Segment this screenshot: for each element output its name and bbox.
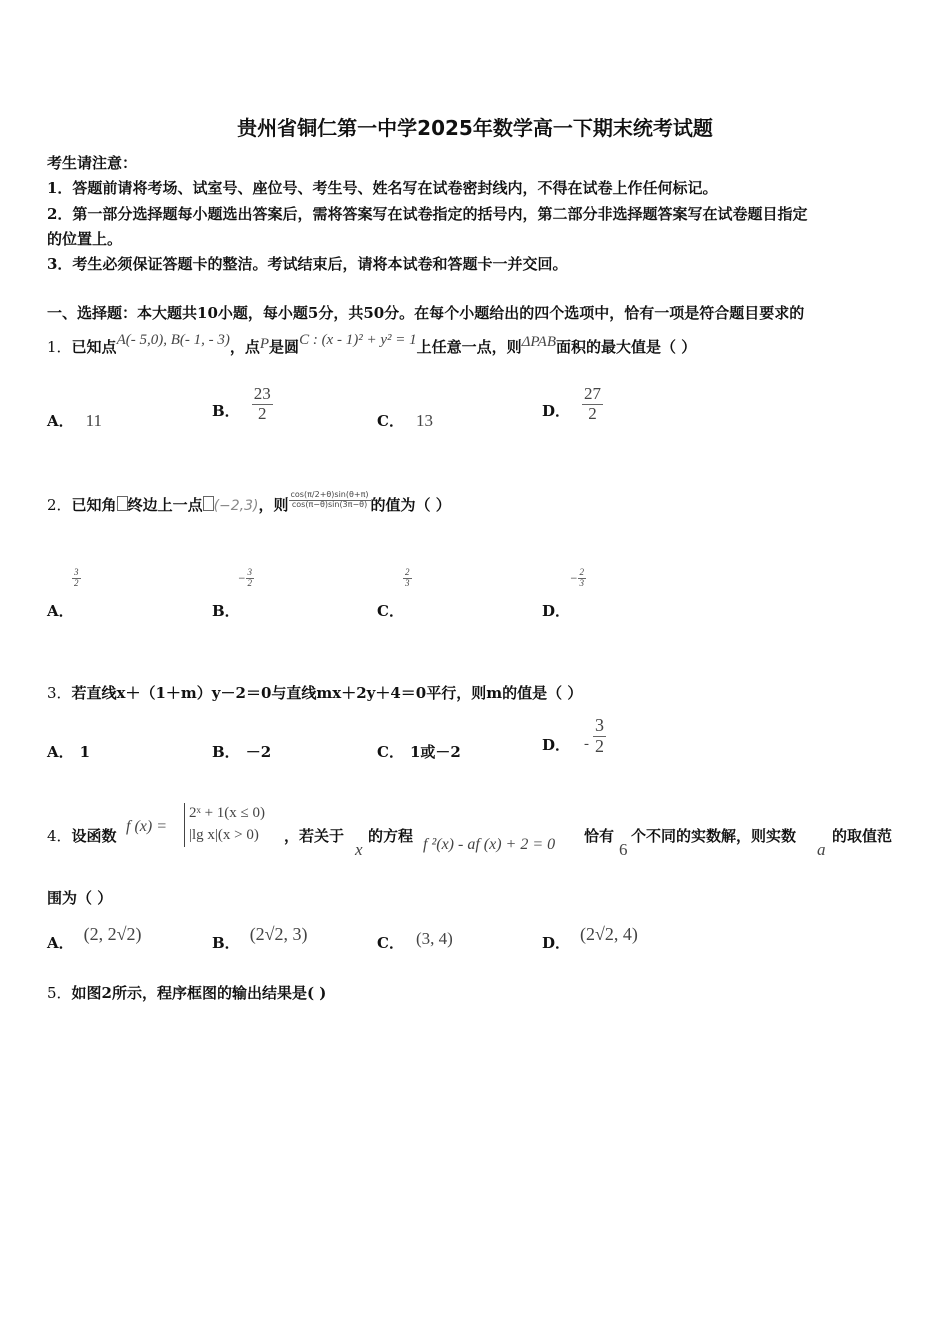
option-label: C．	[377, 602, 404, 620]
option-label: A．	[47, 743, 74, 761]
q1-point-p: P	[259, 336, 270, 352]
question-3	[47, 682, 582, 703]
notice-line-3: 的位置上。	[47, 230, 123, 248]
question-2	[47, 489, 451, 515]
q1-option-d	[542, 385, 603, 423]
q2-option-a-value	[72, 568, 81, 589]
q4-option-c	[377, 929, 453, 953]
q1-points: A(- 5,0), B(- 1, - 3)	[116, 332, 230, 348]
q4-text-7: 围为（ ）	[47, 889, 113, 907]
question-number: 1．	[47, 338, 72, 356]
q4-var-x: x	[355, 840, 363, 859]
q5-text: 如图2所示，程序框图的输出结果是( )	[71, 984, 327, 1002]
q3-option-b	[212, 741, 271, 762]
option-label: C．	[377, 934, 404, 952]
option-label: B．	[212, 743, 240, 761]
point-placeholder-icon	[203, 496, 214, 511]
q1-text-5: 面积的最大值是（ ）	[555, 338, 697, 356]
q4-option-a	[47, 924, 142, 953]
option-fraction	[403, 568, 412, 589]
question-number: 2．	[47, 496, 72, 514]
option-label: D．	[542, 602, 571, 620]
piecewise-case-1: 2ˣ + 1(x ≤ 0)	[189, 805, 266, 821]
option-label: D．	[542, 402, 571, 421]
fraction-numerator: 27	[584, 384, 602, 403]
q1-text-1: 已知点	[71, 338, 117, 356]
q3-option-c	[377, 741, 461, 762]
fraction-numerator: 3	[595, 715, 605, 735]
section-heading: 一、选择题：本大题共10小题，每小题5分，共50分。在每个小题给出的四个选项中，恰有一项是符合题目要求的	[47, 304, 805, 322]
q2-option-c-value	[403, 568, 412, 589]
option-label: D．	[542, 934, 571, 952]
theta-placeholder-icon	[117, 496, 128, 511]
q1-text-4: 上任意一点，则	[416, 338, 522, 356]
q4-text-6: 的取值范	[832, 827, 893, 845]
fraction-denominator: 2	[588, 403, 597, 423]
q4-var-a: a	[817, 840, 826, 859]
q4-six: 6	[619, 840, 628, 859]
q2-option-b-value	[238, 568, 254, 589]
piecewise-brace	[184, 803, 265, 847]
option-label: B．	[212, 402, 240, 421]
q1-text-2: ，点	[229, 338, 260, 356]
piecewise-case-2: |lg x|(x > 0)	[189, 826, 259, 843]
option-value: (2, 2√2)	[83, 924, 142, 944]
notice-line-2: 2．第一部分选择题每小题选出答案后，需将答案写在试卷指定的括号内，第二部分非选择题答案写在试卷题目指定	[47, 205, 808, 223]
q1-option-b	[212, 385, 273, 423]
fraction-numerator: cos(π/2+θ)sin(θ+π)	[290, 489, 369, 499]
q2-text-4: 的值为（ ）	[370, 496, 451, 514]
q2-option-a	[47, 600, 74, 621]
fraction-denominator: 3	[405, 577, 410, 588]
fraction-denominator: 2	[595, 735, 605, 756]
q4-option-d	[542, 924, 638, 953]
option-label: C．	[377, 412, 404, 430]
q1-option-a	[47, 410, 102, 431]
q2-point: (−2,3)	[213, 498, 259, 514]
q2-text-2: 终边上一点	[127, 496, 203, 514]
option-value: 13	[415, 411, 433, 430]
q3-option-d	[542, 716, 606, 757]
fraction-denominator: 2	[247, 577, 253, 588]
q4-text-5: 个不同的实数解，则实数	[631, 827, 797, 845]
fraction-denominator: 2	[74, 577, 79, 588]
q4-text-4: 恰有	[584, 827, 615, 845]
q4-function: f (x) =	[126, 818, 167, 835]
option-label: B．	[212, 602, 240, 620]
q1-triangle: ΔPAB	[521, 334, 556, 350]
option-label: B．	[212, 934, 240, 952]
q2-option-d-value	[570, 568, 586, 589]
q2-option-d	[542, 600, 570, 621]
fraction-numerator: 3	[74, 567, 79, 577]
option-sign: −	[238, 573, 246, 584]
question-number: 5．	[47, 984, 72, 1002]
q2-text-3: ，则	[258, 496, 289, 514]
page-title: 贵州省铜仁第一中学2025年数学高一下期末统考试题	[237, 116, 713, 140]
q3-option-a	[47, 741, 90, 762]
option-fraction	[72, 568, 81, 589]
option-fraction	[593, 716, 606, 757]
q4-text-2: ，若关于	[284, 827, 345, 845]
option-value: 1	[79, 743, 91, 761]
option-value: (2√2, 3)	[249, 924, 308, 944]
option-label: A．	[47, 412, 74, 430]
option-label: C．	[377, 743, 404, 761]
question-4-number	[47, 825, 117, 846]
fraction-denominator: 2	[257, 403, 267, 423]
option-label: A．	[47, 934, 74, 952]
option-value: 1或－2	[409, 743, 461, 761]
option-sign: −	[570, 573, 578, 584]
option-value: 11	[85, 411, 103, 430]
option-label: A．	[47, 602, 74, 620]
option-fraction	[246, 568, 255, 589]
q4-text-3: 的方程	[368, 827, 414, 845]
q4-piecewise	[184, 803, 265, 847]
option-value: (2√2, 4)	[580, 924, 638, 944]
q3-text: 若直线x＋（1＋m）y－2＝0与直线mx＋2y＋4＝0平行，则m的值是（ ）	[71, 684, 583, 702]
option-label: D．	[542, 736, 571, 755]
question-number: 4．	[47, 827, 72, 845]
question-1	[47, 330, 696, 365]
q2-option-c	[377, 600, 404, 621]
option-fraction	[582, 385, 603, 423]
option-sign: -	[584, 736, 590, 753]
q1-text-3: 是圆	[269, 338, 300, 356]
fraction-denominator: 3	[579, 577, 585, 588]
notice-line-4: 3．考生必须保证答题卡的整洁。考试结束后，请将本试卷和答题卡一并交回。	[47, 255, 568, 273]
q1-option-c	[377, 410, 433, 431]
fraction-numerator: 2	[405, 567, 410, 577]
notice-line-1: 1．答题前请将考场、试室号、座位号、考生号、姓名写在试卷密封线内，不得在试卷上作任何标记。	[47, 179, 718, 197]
question-5	[47, 982, 326, 1003]
question-number: 3．	[47, 684, 72, 702]
q2-option-b	[212, 600, 240, 621]
option-value: －2	[245, 743, 272, 761]
fraction-numerator: 2	[579, 567, 585, 577]
q2-text-1: 已知角	[71, 496, 117, 514]
q4-text-1: 设函数	[71, 827, 117, 845]
option-fraction	[252, 385, 273, 423]
q1-circle: C : (x - 1)² + y² = 1	[299, 332, 417, 348]
notice-heading: 考生请注意：	[47, 154, 138, 172]
option-fraction	[578, 568, 587, 589]
q4-option-b	[212, 924, 308, 953]
option-value: (3, 4)	[415, 929, 453, 948]
fraction-numerator: 3	[247, 567, 253, 577]
q4-equation: f ²(x) - af (x) + 2 = 0	[423, 836, 556, 853]
fraction-denominator: cos(π−θ)sin(3π−θ)	[291, 499, 368, 509]
fraction-numerator: 23	[253, 384, 271, 403]
q2-expression	[289, 491, 371, 510]
